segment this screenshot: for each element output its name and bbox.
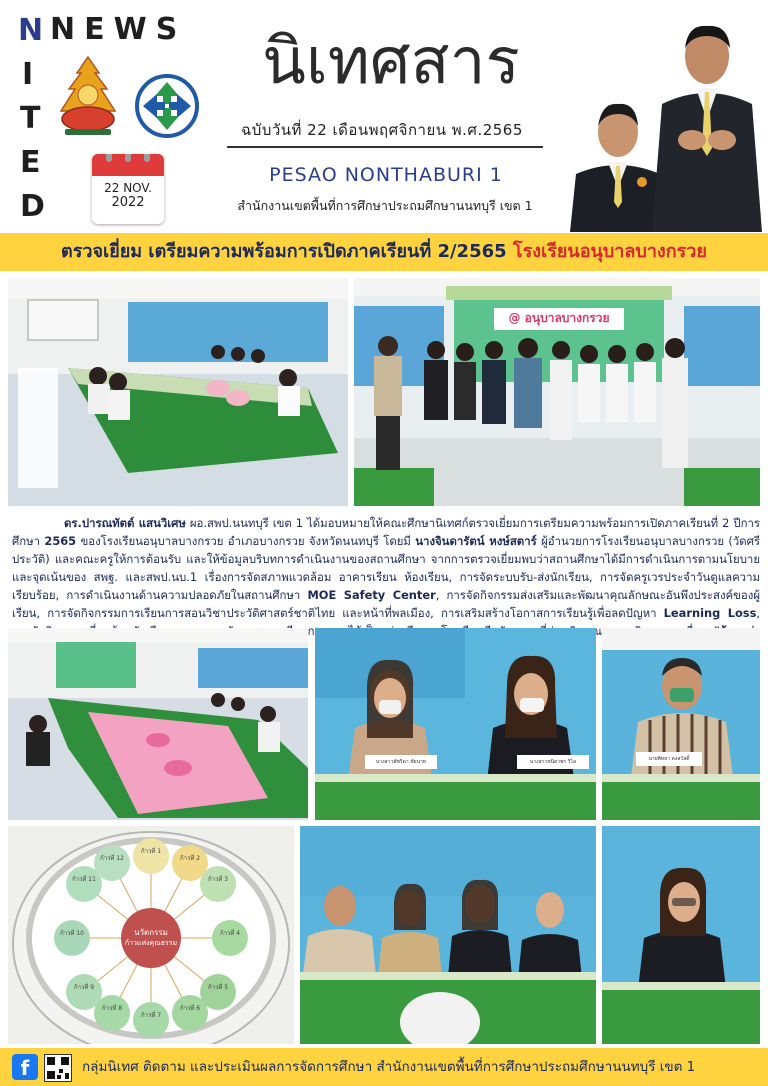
wheel-step-2: ก้าวที่ 2 bbox=[179, 855, 201, 862]
article-year: 2565 bbox=[44, 534, 77, 548]
photo-group bbox=[354, 278, 760, 506]
facebook-icon[interactable]: f bbox=[12, 1054, 38, 1080]
wheel-center-line1: นวัตกรรม bbox=[134, 928, 168, 937]
footer-bar bbox=[0, 1048, 768, 1086]
title-rule bbox=[227, 146, 543, 148]
headline-text: ตรวจเยี่ยม เตรียมความพร้อมการเปิดภาคเรียนที่ 2/2565 bbox=[61, 241, 513, 262]
wheel-step-1: ก้าวที่ 1 bbox=[140, 848, 162, 855]
issue-line: ฉบับวันที่ 22 เดือนพฤศจิกายน พ.ศ.2565 bbox=[241, 121, 523, 139]
calendar-year: 2022 bbox=[111, 195, 145, 210]
nited-letter-t: T bbox=[20, 101, 41, 136]
article-moe: MOE Safety Center bbox=[307, 588, 436, 602]
wheel-step-6: ก้าวที่ 6 bbox=[179, 1005, 201, 1012]
photo-teacher-3 bbox=[602, 826, 760, 1044]
wheel-step-8: ก้าวที่ 8 bbox=[101, 1005, 123, 1012]
article-text-b: ของโรงเรียนอนุบาลบางกรวย อำเภอบางกรวย จังหวัดนนทบุรี โดยมี bbox=[76, 534, 416, 548]
footer-text: กลุ่มนิเทศ ติดตาม และประเมินผลการจัดการศึกษา สำนักงานเขตพื้นที่การศึกษาประถมศึกษานนทบุรี เขต 1 bbox=[82, 1059, 696, 1075]
qr-code-icon[interactable] bbox=[44, 1054, 72, 1082]
wheel-step-11: ก้าวที่ 11 bbox=[72, 876, 96, 883]
article-text-a: ผอ.สพป.นนทบุรี เขต 1 ได้มอบหมายให้คณะศึกษานิเทศก์ตรวจเยี่ยมการเตรียมความพร้อมการเปิดภาคเรียนที่ 2 ปีการศึกษา bbox=[12, 516, 760, 548]
wheel-step-9: ก้าวที่ 9 bbox=[73, 984, 95, 991]
nited-letter-n: N bbox=[18, 13, 44, 48]
name-plate-1: นางสาวพัชริดา ชัยนาท bbox=[365, 755, 437, 769]
article-author: ดร.ปารณทัตต์ แสนวิเศษ bbox=[64, 516, 186, 530]
news-word: NEWS bbox=[50, 12, 187, 47]
article-text-d: , การจัดกิจกรรมส่งเสริมและพัฒนาคุณลักษณะอันพึงประสงค์ของผู้เรียน, การจัดกิจกรรมการเรียนการสอนวิชาประวัติศาสตร์ชาติไทย และหน้าที่พลเมือง, การเสริมสร้างโอกาสการเรียนรู้เพื่อลดปัญหา bbox=[12, 588, 761, 620]
wheel-step-12: ก้าวที่ 12 bbox=[100, 855, 124, 862]
headline-bar bbox=[0, 233, 768, 271]
article-director: นางจินดารัตน์ หงษ์สตาร์ bbox=[415, 534, 537, 548]
wheel-center-line2: ก้าวแห่งคุณธรรม bbox=[124, 939, 178, 947]
calendar-icon bbox=[92, 154, 164, 224]
pesao-logo-icon bbox=[135, 74, 199, 138]
calendar-day: 22 NOV. bbox=[104, 181, 152, 195]
name-plate-2: นางสาวชนิดาพร วิไล bbox=[517, 755, 589, 769]
innovation-wheel bbox=[8, 826, 294, 1044]
wheel-step-7: ก้าวที่ 7 bbox=[140, 1012, 162, 1019]
wheel-step-5: ก้าวที่ 5 bbox=[207, 984, 229, 991]
wheel-step-3: ก้าวที่ 3 bbox=[207, 876, 229, 883]
name-plate-3: นายพิทยา คงสวัสดิ์ bbox=[636, 752, 702, 766]
photo-banner-text: @ อนุบาลบางกรวย bbox=[508, 311, 610, 325]
photo-pink-table bbox=[8, 628, 308, 820]
wheel-step-4: ก้าวที่ 4 bbox=[219, 930, 241, 937]
photo-man bbox=[602, 628, 760, 820]
nited-letter-i: I bbox=[22, 57, 34, 92]
photo-meeting-room bbox=[8, 278, 348, 506]
page-title: นิเทศสาร bbox=[262, 25, 520, 99]
article-learning-loss: Learning Loss bbox=[663, 606, 757, 620]
org-name-en: PESAO NONTHABURI 1 bbox=[269, 164, 503, 186]
nited-letter-e: E bbox=[20, 145, 41, 180]
portrait-right bbox=[648, 12, 766, 232]
photo-teacher-2 bbox=[465, 628, 596, 820]
photo-meeting-group bbox=[300, 826, 596, 1044]
wheel-step-10: ก้าวที่ 10 bbox=[60, 930, 84, 937]
headline-school: โรงเรียนอนุบาลบางกรวย bbox=[512, 241, 707, 262]
obec-emblem-icon bbox=[55, 55, 121, 137]
nited-letter-d: D bbox=[20, 189, 45, 224]
article-text-e: , bbox=[756, 606, 760, 620]
photo-teacher-1 bbox=[315, 628, 465, 820]
article-text-c: ผู้อำนวยการโรงเรียนอนุบาลบางกรวย (วัดศรีประวัติ) และคณะครูให้การต้อนรับ และให้ข้อมูลบริบทการดำเนินงานของสถานศึกษา จากการตรวจเยี่ยมพบว่าสถานศึกษาได้มีการดำเนินการตามนโยบายและจุดเน้นของ สพฐ. และสพป.นบ.1 เรื่องการจัดสภาพแวดล้อม อาคารเรียน ห้องเรียน, การจัดระบบรับ-ส่งนักเรียน, การจัดครูเวรประจำวันดูแลความเรียบร้อย, การดำเนินงานด้านความปลอดภัยในสถานศึกษา bbox=[12, 534, 760, 602]
org-name-th: สำนักงานเขตพื้นที่การศึกษาประถมศึกษานนทบุรี เขต 1 bbox=[237, 198, 533, 213]
